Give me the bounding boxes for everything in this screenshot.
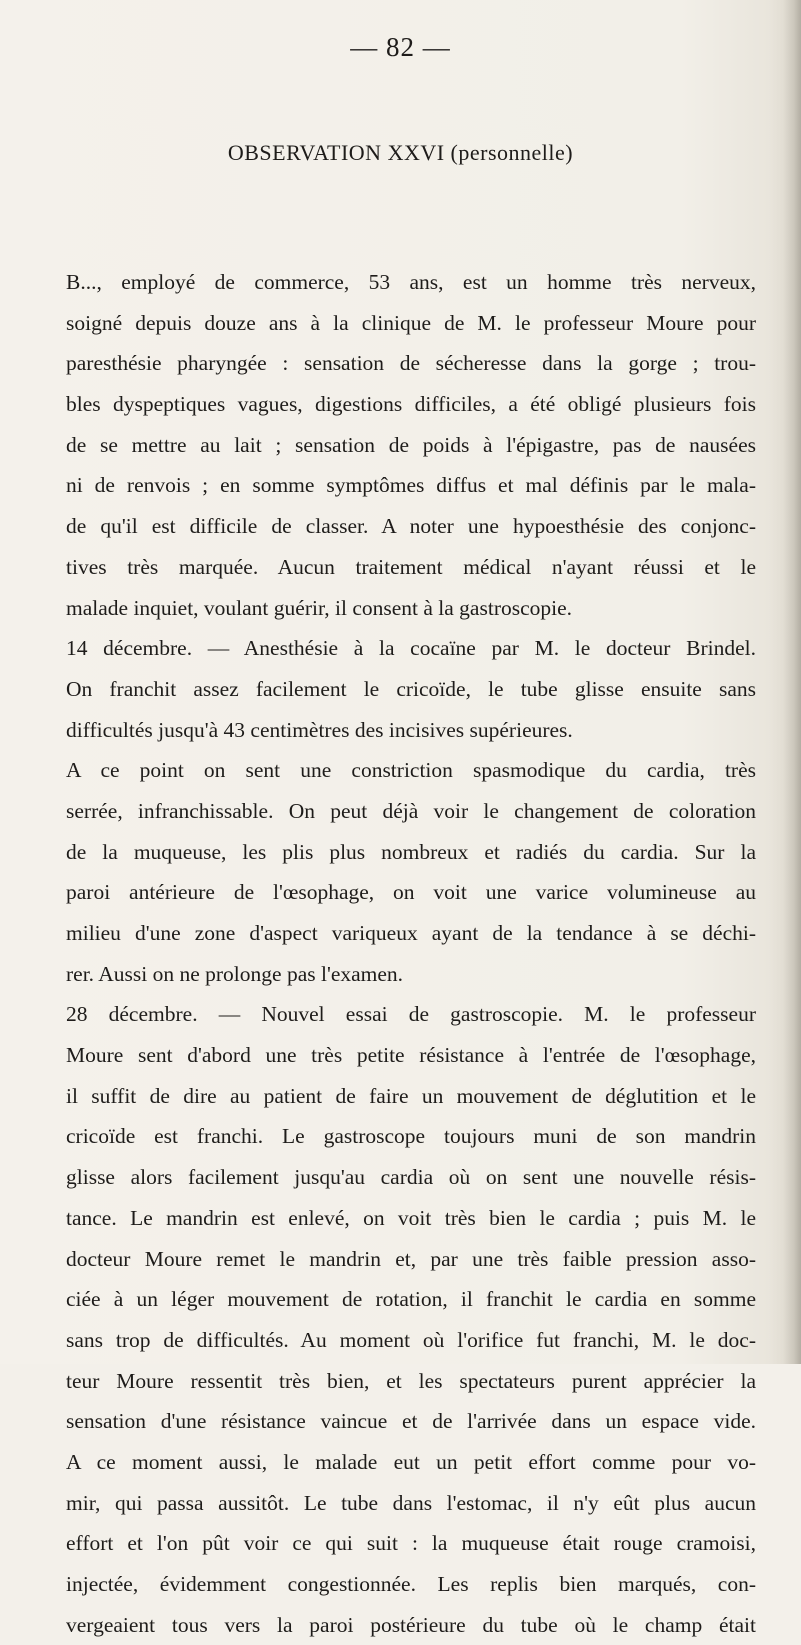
text-line: On franchit assez facilement le cricoïde, le tube glisse ensuite sans xyxy=(66,676,756,701)
text-line: effort et l'on pût voir ce qui suit : la muqueuse était rouge cramoisi, xyxy=(66,1531,756,1556)
text-line: teur Moure ressentit très bien, et les spectateurs purent apprécier la xyxy=(66,1368,756,1393)
text-line: difficultés jusqu'à 43 centimètres des incisives supérieures. xyxy=(66,717,573,742)
text-line: vergeaient tous vers la paroi postérieure du tube où le champ était xyxy=(66,1612,756,1637)
text-line: paroi antérieure de l'œsophage, on voit une varice volumineuse au xyxy=(66,880,756,905)
text-line: milieu d'une zone d'aspect variqueux ayant de la tendance à se déchi- xyxy=(66,921,756,945)
text-line: de la muqueuse, les plis plus nombreux et radiés du cardia. Sur la xyxy=(66,839,756,864)
text-line: injectée, évidemment congestionnée. Les replis bien marqués, con- xyxy=(66,1572,756,1596)
text-line: A ce point on sent une constriction spasmodique du cardia, très xyxy=(66,758,756,783)
text-line: docteur Moure remet le mandrin et, par une très faible pression asso- xyxy=(66,1246,756,1271)
text-line: cricoïde est franchi. Le gastroscope toujours muni de son mandrin xyxy=(66,1124,756,1149)
observation-heading: OBSERVATION XXVI (personnelle) xyxy=(227,140,574,165)
text-line: bles dyspeptiques vagues, digestions difficiles, a été obligé plusieurs fois xyxy=(66,392,756,417)
text-line: tance. Le mandrin est enlevé, on voit très bien le cardia ; puis M. le xyxy=(66,1205,756,1230)
body-text xyxy=(66,262,756,1645)
text-line: serrée, infranchissable. On peut déjà voir le changement de coloration xyxy=(66,798,756,823)
text-line: tives très marquée. Aucun traitement médical n'ayant réussi et le xyxy=(66,554,756,579)
page-number: — 82 — xyxy=(350,32,451,62)
text-line: malade inquiet, voulant guérir, il consent à la gastroscopie. xyxy=(66,595,573,620)
text-line: A ce moment aussi, le malade eut un petit effort comme pour vo- xyxy=(66,1449,756,1474)
text-line: il suffit de dire au patient de faire un mouvement de déglutition et le xyxy=(66,1083,756,1108)
text-line: paresthésie pharyngée : sensation de sécheresse dans la gorge ; trou- xyxy=(66,351,756,376)
text-line: mir, qui passa aussitôt. Le tube dans l'estomac, il n'y eût plus aucun xyxy=(66,1490,756,1515)
text-line: sensation d'une résistance vaincue et de l'arrivée dans un espace vide. xyxy=(66,1409,756,1434)
text-line: 28 décembre. — Nouvel essai de gastroscopie. M. le professeur xyxy=(66,1002,756,1027)
text-line: ni de renvois ; en somme symptômes diffus et mal définis par le mala- xyxy=(66,473,756,498)
text-line: B..., employé de commerce, 53 ans, est un homme très nerveux, xyxy=(66,270,756,294)
text-line: 14 décembre. — Anesthésie à la cocaïne par M. le docteur Brindel. xyxy=(66,636,756,661)
text-line: soigné depuis douze ans à la clinique de M. le professeur Moure pour xyxy=(66,310,756,335)
text-line: sans trop de difficultés. Au moment où l'orifice fut franchi, M. le doc- xyxy=(66,1327,756,1352)
text-line: de se mettre au lait ; sensation de poids à l'épigastre, pas de nausées xyxy=(66,432,756,457)
text-line: ciée à un léger mouvement de rotation, il franchit le cardia en somme xyxy=(66,1287,756,1312)
page-edge-shadow xyxy=(783,0,801,1364)
text-line: glisse alors facilement jusqu'au cardia où on sent une nouvelle résis- xyxy=(66,1165,756,1190)
text-line: Moure sent d'abord une très petite résistance à l'entrée de l'œsophage, xyxy=(66,1043,756,1068)
text-line: rer. Aussi on ne prolonge pas l'examen. xyxy=(66,961,404,986)
text-line: de qu'il est difficile de classer. A noter une hypoesthésie des conjonc- xyxy=(66,514,756,539)
